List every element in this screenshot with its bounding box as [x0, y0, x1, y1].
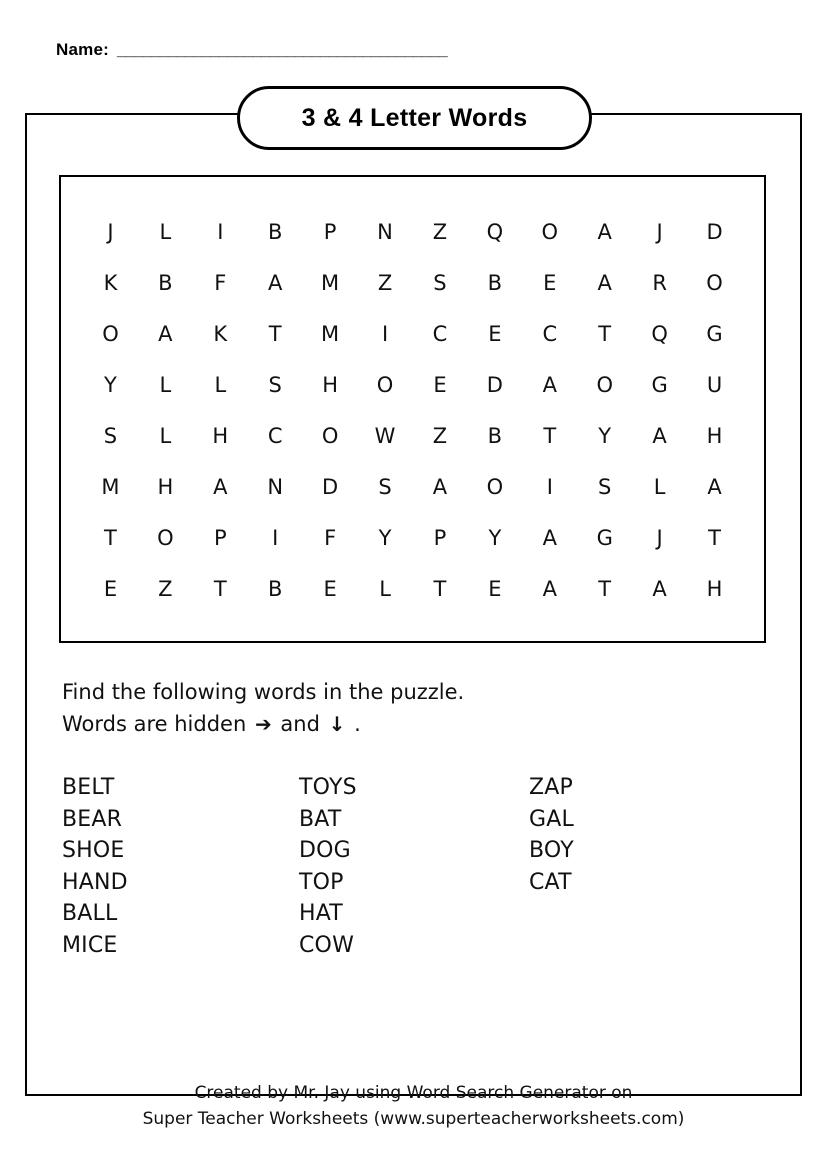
instructions-line-2-prefix: Words are hidden — [62, 712, 247, 736]
instructions-line-2 — [62, 708, 762, 740]
puzzle-cell: A — [542, 577, 557, 601]
puzzle-cell: S — [378, 475, 392, 499]
word-list-column-1 — [62, 772, 299, 961]
puzzle-cell: S — [598, 475, 612, 499]
puzzle-cell: F — [324, 526, 337, 550]
puzzle-cell: A — [213, 475, 228, 499]
puzzle-cell: T — [268, 322, 282, 346]
puzzle-cell: U — [706, 373, 723, 397]
puzzle-cell: A — [158, 322, 173, 346]
puzzle-cell: H — [706, 424, 723, 448]
word-list-item: BALL — [62, 901, 118, 926]
word-list-item: BOY — [529, 838, 574, 863]
puzzle-cell: Y — [104, 373, 117, 397]
puzzle-cell: L — [653, 475, 666, 499]
puzzle-cell: I — [381, 322, 389, 346]
puzzle-cell: A — [542, 373, 557, 397]
puzzle-cell: Y — [598, 424, 612, 448]
word-list-item: ZAP — [529, 775, 573, 800]
puzzle-cell: E — [433, 373, 447, 397]
puzzle-cell: E — [543, 271, 557, 295]
word-list-item: BEAR — [62, 806, 123, 832]
word-list-item: SHOE — [62, 838, 125, 863]
puzzle-cell: S — [103, 424, 118, 448]
puzzle-cell: O — [486, 475, 504, 499]
arrow-right-icon: ➔ — [254, 712, 272, 736]
page-title: 3 & 4 Letter Words — [301, 103, 528, 132]
puzzle-cell: J — [656, 220, 663, 244]
puzzle-cell: H — [157, 475, 174, 499]
word-list-item: MICE — [62, 932, 118, 958]
puzzle-cell: Y — [488, 526, 502, 550]
footer-line-2: Super Teacher Worksheets (www.superteacherworksheets.com) — [142, 1109, 685, 1129]
instructions-line-2-suffix: . — [354, 712, 361, 736]
puzzle-cell: E — [488, 322, 502, 346]
name-blank-line: _______________________________________ — [116, 40, 447, 59]
puzzle-cell: E — [488, 577, 502, 601]
puzzle-cell: T — [708, 526, 721, 550]
puzzle-cell: G — [706, 322, 723, 346]
puzzle-cell: A — [707, 475, 722, 499]
puzzle-cell: S — [433, 271, 447, 295]
word-list-item: TOP — [299, 869, 344, 895]
puzzle-cell: B — [158, 271, 173, 295]
puzzle-cell: H — [322, 373, 339, 397]
puzzle-grid — [61, 177, 764, 641]
puzzle-cell: Q — [651, 322, 668, 346]
puzzle-cell: I — [272, 526, 279, 550]
puzzle-cell: Z — [432, 424, 448, 448]
puzzle-grid-box — [59, 175, 766, 643]
puzzle-cell: L — [214, 373, 227, 397]
puzzle-cell: A — [652, 424, 667, 448]
puzzle-cell: P — [323, 220, 337, 244]
puzzle-cell: L — [379, 577, 391, 601]
puzzle-cell: M — [101, 475, 120, 499]
puzzle-cell: G — [596, 526, 613, 550]
worksheet-title-pill — [237, 86, 592, 150]
puzzle-cell: E — [323, 577, 337, 601]
instructions-line-2-middle: and — [280, 712, 320, 736]
word-list-item: BAT — [299, 806, 342, 832]
puzzle-cell: A — [542, 526, 557, 550]
word-list-item: COW — [299, 932, 355, 958]
puzzle-cell: F — [214, 271, 227, 295]
puzzle-cell: T — [598, 322, 612, 346]
puzzle-cell: B — [487, 271, 503, 295]
puzzle-cell: G — [651, 373, 668, 397]
puzzle-cell: D — [486, 373, 503, 397]
puzzle-cell: J — [656, 526, 663, 550]
puzzle-cell: M — [321, 271, 340, 295]
word-list-column-3 — [529, 772, 729, 961]
puzzle-cell: A — [432, 475, 448, 499]
puzzle-cell: C — [432, 322, 448, 346]
puzzle-cell: T — [213, 577, 227, 601]
puzzle-cell: Q — [486, 220, 504, 244]
word-list-item: HAND — [62, 869, 128, 895]
puzzle-cell: O — [596, 373, 613, 397]
puzzle-cell: B — [487, 424, 503, 448]
word-list-item: TOYS — [299, 775, 357, 800]
puzzle-cell: D — [706, 220, 723, 244]
puzzle-cell: T — [598, 577, 612, 601]
puzzle-cell: N — [377, 220, 393, 244]
puzzle-cell: O — [321, 424, 339, 448]
puzzle-cell: J — [107, 220, 114, 244]
puzzle-cell: L — [159, 373, 172, 397]
puzzle-cell: Z — [377, 271, 393, 295]
puzzle-cell: N — [267, 475, 284, 499]
name-field — [56, 40, 447, 60]
puzzle-cell: B — [267, 577, 283, 601]
name-label: Name: — [56, 40, 109, 59]
puzzle-cell: L — [159, 424, 172, 448]
puzzle-cell: E — [103, 577, 118, 601]
puzzle-cell: S — [268, 373, 282, 397]
puzzle-cell: O — [157, 526, 174, 550]
puzzle-cell: A — [268, 271, 283, 295]
puzzle-cell: H — [212, 424, 229, 448]
puzzle-cell: W — [374, 424, 396, 448]
arrow-down-icon: ↓ — [328, 712, 346, 736]
puzzle-cell: O — [376, 373, 394, 397]
puzzle-cell: C — [542, 322, 558, 346]
word-list-column-2 — [299, 772, 529, 961]
puzzle-cell: A — [597, 271, 612, 295]
puzzle-cell: A — [652, 577, 667, 601]
puzzle-cell: P — [433, 526, 447, 550]
puzzle-cell: C — [267, 424, 283, 448]
instructions-line-1: Find the following words in the puzzle. — [62, 680, 465, 704]
puzzle-cell: M — [321, 322, 340, 346]
puzzle-cell: P — [213, 526, 227, 550]
puzzle-cell: B — [267, 220, 283, 244]
puzzle-cell: K — [213, 322, 228, 346]
word-list-item: DOG — [299, 838, 351, 863]
puzzle-cell: O — [706, 271, 723, 295]
word-list-item: GAL — [529, 806, 574, 832]
word-list-item: CAT — [529, 869, 572, 895]
puzzle-cell: T — [543, 424, 557, 448]
puzzle-cell: I — [217, 220, 224, 244]
instructions — [62, 676, 762, 740]
puzzle-cell: H — [706, 577, 723, 601]
puzzle-cell: T — [433, 577, 447, 601]
puzzle-cell: I — [546, 475, 553, 499]
puzzle-cell: R — [652, 271, 667, 295]
puzzle-cell: A — [597, 220, 612, 244]
puzzle-cell: Y — [378, 526, 392, 550]
puzzle-cell: K — [103, 271, 118, 295]
word-list-item: BELT — [62, 775, 115, 800]
puzzle-cell: Z — [432, 220, 448, 244]
footer-line-1: Created by Mr. Jay using Word Search Generator on — [194, 1083, 633, 1103]
puzzle-cell: O — [102, 322, 119, 346]
puzzle-cell: O — [541, 220, 559, 244]
puzzle-cell: Z — [158, 577, 173, 601]
footer — [0, 1080, 827, 1132]
puzzle-cell: D — [322, 475, 339, 499]
word-list-item: HAT — [299, 901, 343, 926]
word-list — [62, 772, 762, 961]
puzzle-cell: T — [104, 526, 117, 550]
puzzle-cell: L — [159, 220, 172, 244]
